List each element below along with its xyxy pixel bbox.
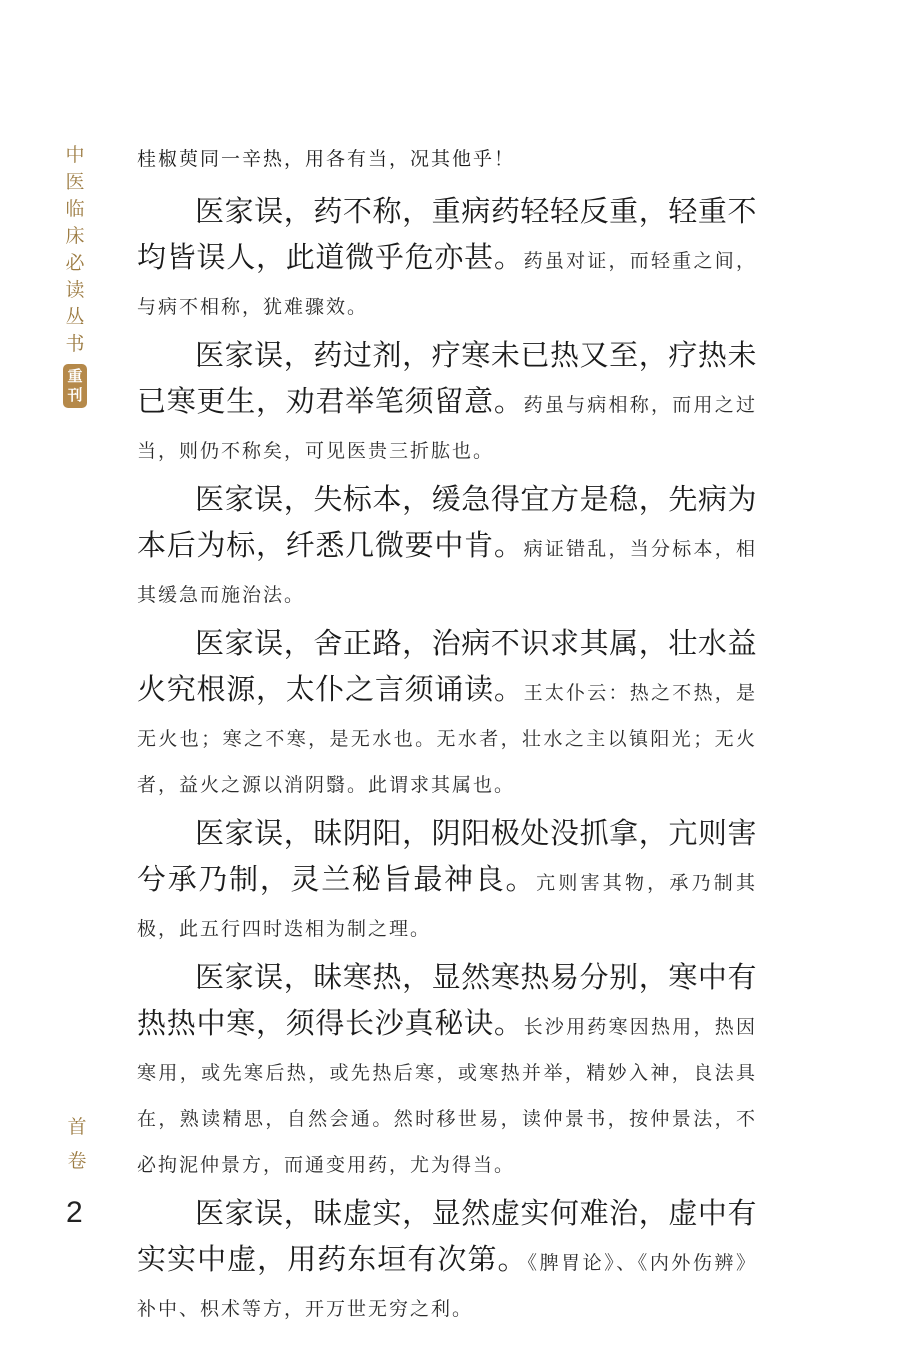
- commentary-note: 病证错乱，当分标本，相其缓急而施治法。: [137, 538, 757, 606]
- series-title-char: 临: [65, 198, 85, 220]
- chapter-char: 卷: [67, 1150, 87, 1172]
- series-title-char: 医: [65, 171, 85, 193]
- main-text: [137, 140, 757, 1334]
- reissue-seal: [63, 364, 87, 408]
- verse-text: 医家误，昧虚实，显然虚实何难治，虚中有实实中虚，用药东垣有次第。: [137, 1196, 757, 1276]
- verse-text: 医家误，舍正路，治病不识求其属，壮水益火究根源，太仆之言须诵读。: [137, 626, 757, 706]
- seal-char: 刊: [67, 386, 83, 404]
- series-title-char: 读: [65, 279, 85, 301]
- chapter-char: 首: [67, 1116, 87, 1138]
- verse-text: 医家误，药过剂，疗寒未已热又至，疗热未已寒更生，劝君举笔须留意。: [137, 338, 757, 418]
- commentary-note: 王太仆云：热之不热，是无火也；寒之不寒，是无水也。无水者，壮水之主以镇阳光；无火者，益火之源以消阴翳。此谓求其属也。: [137, 682, 757, 796]
- commentary-note: 药虽对证，而轻重之间，与病不相称，犹难骤效。: [137, 250, 757, 318]
- chapter-label-vertical: [64, 1110, 90, 1178]
- commentary-note: 亢则害其物，承乃制其极，此五行四时迭相为制之理。: [137, 872, 757, 940]
- verse-paragraph: [137, 954, 757, 1184]
- verse-paragraph: [137, 476, 757, 614]
- series-title-vertical: [62, 142, 88, 408]
- verse-text: 医家误，失标本，缓急得宜方是稳，先病为本后为标，纤悉几微要中肯。: [137, 482, 757, 562]
- verse-paragraph: [137, 188, 757, 326]
- first-line: 桂椒萸同一辛热，用各有当，况其他乎！: [137, 148, 516, 170]
- series-title-char: 必: [65, 252, 85, 274]
- commentary-note: 《脾胃论》、《内外伤辨》补中、枳术等方，开万世无穷之利。: [137, 1252, 757, 1320]
- page-number: 2: [66, 1196, 83, 1229]
- series-title-char: 书: [65, 333, 85, 355]
- verse-paragraph: [137, 1190, 757, 1328]
- commentary-note: 药虽与病相称，而用之过当，则仍不称矣，可见医贵三折肱也。: [137, 394, 757, 462]
- verse-paragraph: [137, 810, 757, 948]
- commentary-note: 长沙用药寒因热用，热因寒用，或先寒后热，或先热后寒，或寒热并举，精妙入神，良法具在，熟读精思，自然会通。然时移世易，读仲景书，按仲景法，不必拘泥仲景方，而通变用药，尤为得当。: [137, 1016, 757, 1176]
- verse-paragraph: [137, 332, 757, 470]
- verse-paragraph: [137, 620, 757, 804]
- series-title-char: 中: [65, 144, 85, 166]
- verse-text: 医家误，药不称，重病药轻轻反重，轻重不均皆误人，此道微乎危亦甚。: [137, 194, 757, 274]
- verse-text: 医家误，昧阴阳，阴阳极处没抓拿，亢则害兮承乃制，灵兰秘旨最神良。: [137, 816, 757, 896]
- series-title-char: 床: [65, 225, 85, 247]
- seal-char: 重: [67, 367, 83, 385]
- verse-text: 医家误，昧寒热，显然寒热易分别，寒中有热热中寒，须得长沙真秘诀。: [137, 960, 757, 1040]
- series-title-char: 丛: [65, 306, 85, 328]
